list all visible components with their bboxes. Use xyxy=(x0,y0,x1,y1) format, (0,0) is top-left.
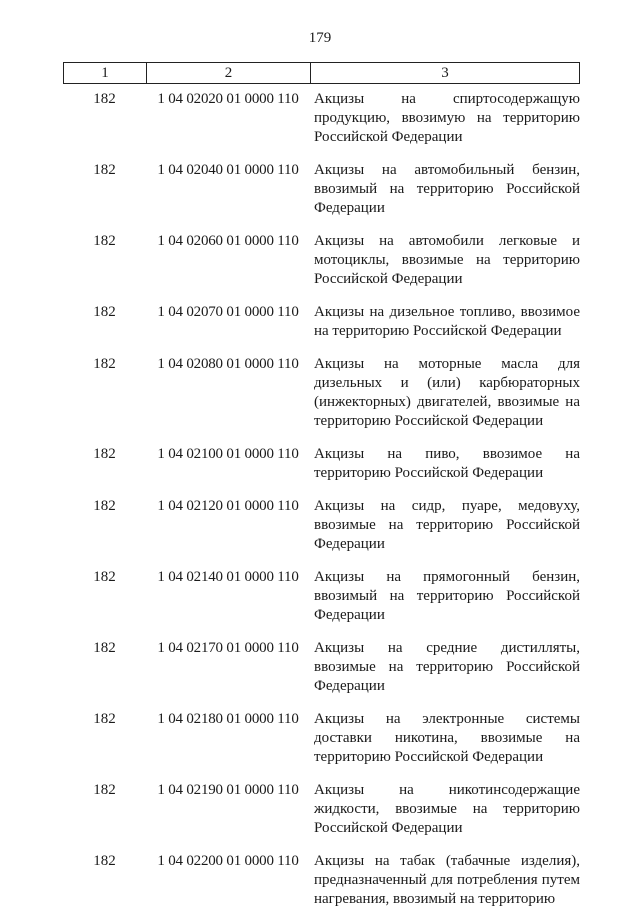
table-row xyxy=(63,445,580,483)
income-description: Акцизы на спиртосодержащую продукцию, ввозимую на территорию Российской Федерации xyxy=(314,91,580,145)
budget-classification-code: 1 04 02070 01 0000 110 xyxy=(157,304,299,320)
admin-code: 182 xyxy=(93,233,116,249)
budget-classification-code: 1 04 02040 01 0000 110 xyxy=(157,162,299,178)
admin-code: 182 xyxy=(93,853,116,869)
income-description: Акцизы на прямогонный бензин, ввозимый на территорию Российской Федерации xyxy=(314,569,580,623)
table-row xyxy=(63,303,580,341)
table-body xyxy=(63,90,580,923)
table-row xyxy=(63,710,580,767)
admin-code: 182 xyxy=(93,569,116,585)
admin-code: 182 xyxy=(93,91,116,107)
table-row xyxy=(63,639,580,696)
budget-classification-code: 1 04 02170 01 0000 110 xyxy=(157,640,299,656)
income-description: Акцизы на дизельное топливо, ввозимое на территорию Российской Федерации xyxy=(314,304,580,339)
income-description: Акцизы на табак (табачные изделия), предназначенный для потребления путем нагревания, ввозимый на территорию xyxy=(314,853,580,907)
income-description: Акцизы на электронные системы доставки никотина, ввозимые на территорию Российской Федерации xyxy=(314,711,580,765)
admin-code: 182 xyxy=(93,162,116,178)
budget-classification-code: 1 04 02140 01 0000 110 xyxy=(157,569,299,585)
admin-code: 182 xyxy=(93,498,116,514)
admin-code: 182 xyxy=(93,304,116,320)
budget-classification-code: 1 04 02200 01 0000 110 xyxy=(157,853,299,869)
income-description: Акцизы на никотинсодержащие жидкости, ввозимые на территорию Российской Федерации xyxy=(314,782,580,836)
income-description: Акцизы на сидр, пуаре, медовуху, ввозимые на территорию Российской Федерации xyxy=(314,498,580,552)
income-description: Акцизы на средние дистилляты, ввозимые на территорию Российской Федерации xyxy=(314,640,580,694)
table-row xyxy=(63,497,580,554)
budget-classification-code: 1 04 02190 01 0000 110 xyxy=(157,782,299,798)
budget-classification-code: 1 04 02020 01 0000 110 xyxy=(157,91,299,107)
column-header-2: 2 xyxy=(147,63,311,83)
admin-code: 182 xyxy=(93,711,116,727)
budget-classification-code: 1 04 02060 01 0000 110 xyxy=(157,233,299,249)
table-row xyxy=(63,568,580,625)
income-description: Акцизы на пиво, ввозимое на территорию Российской Федерации xyxy=(314,446,580,481)
budget-classification-code: 1 04 02100 01 0000 110 xyxy=(157,446,299,462)
admin-code: 182 xyxy=(93,446,116,462)
income-description: Акцизы на автомобили легковые и мотоциклы, ввозимые на территорию Российской Федерации xyxy=(314,233,580,287)
table-row xyxy=(63,161,580,218)
table-row xyxy=(63,90,580,147)
income-description: Акцизы на моторные масла для дизельных и (или) карбюраторных (инжекторных) двигателей, ввозимые на территорию Российской Федерации xyxy=(314,356,580,429)
budget-classification-code: 1 04 02120 01 0000 110 xyxy=(157,498,299,514)
admin-code: 182 xyxy=(93,782,116,798)
table-row xyxy=(63,355,580,431)
admin-code: 182 xyxy=(93,640,116,656)
budget-classification-code: 1 04 02180 01 0000 110 xyxy=(157,711,299,727)
column-header-1: 1 xyxy=(64,63,147,83)
table-row xyxy=(63,232,580,289)
income-description: Акцизы на автомобильный бензин, ввозимый на территорию Российской Федерации xyxy=(314,162,580,216)
budget-classification-code: 1 04 02080 01 0000 110 xyxy=(157,356,299,372)
column-header-3: 3 xyxy=(441,64,449,81)
page-number: 179 xyxy=(308,30,332,46)
table-row xyxy=(63,852,580,909)
table-header xyxy=(63,62,580,84)
admin-code: 182 xyxy=(93,356,116,372)
table-row xyxy=(63,781,580,838)
